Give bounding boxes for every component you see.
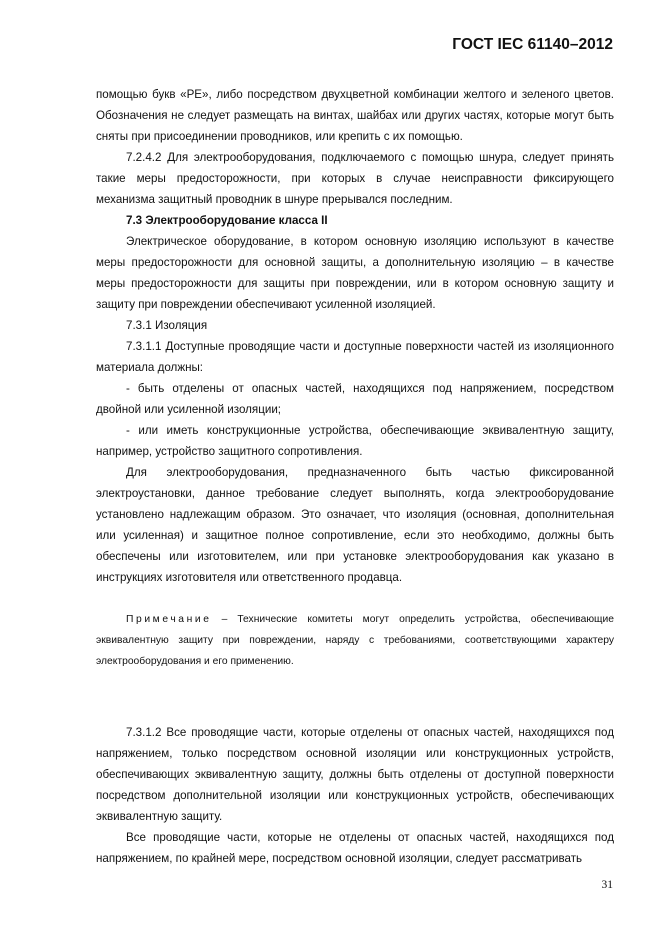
note-text: – Технические комитеты могут определить устройства, обеспечивающие эквивалентную защиту при повреждении, наряду с требованиями, соответствующими характеру электрооборудования и его применению.	[96, 614, 614, 667]
section-heading-7-3: 7.3 Электрооборудование класса II	[126, 214, 328, 227]
subsection-heading-7-3-1: 7.3.1 Изоляция	[126, 319, 208, 332]
list-item-constructional-devices: - или иметь конструкционные устройства, обеспечивающие эквивалентную защиту, например, устройство защитного сопротивления.	[96, 424, 614, 458]
page-header: ГОСТ IEC 61140–2012	[452, 36, 613, 53]
paragraph-continuation: помощью букв «PE», либо посредством двухцветной комбинации желтого и зеленого цветов. Обозначения не следует размещать на винтах, шайбах или других частях, которые могут быть сняты при присоединении проводников, или крепить с их помощью.	[96, 88, 614, 143]
list-item-double-insulation: - быть отделены от опасных частей, находящихся под напряжением, посредством двойной или усиленной изоляции;	[96, 382, 614, 416]
paragraph-7-2-4-2: 7.2.4.2 Для электрооборудования, подключаемого с помощью шнура, следует принять такие меры предосторожности, при которых в случае неисправности фиксирующего механизма защитный проводник в шнуре прерывался последним.	[96, 151, 614, 206]
note	[96, 609, 614, 672]
paragraph-fixed-installation: Для электрооборудования, предназначенного быть частью фиксированной электроустановки, данное требование следует выполнять, когда электрооборудование установлено надлежащим образом. Это означает, что изоляция (основная, дополнительная или усиленная) и защитное полное сопротивление, если это необходимо, должны быть обеспечены или изготовителем, или при установке электрооборудования как указано в инструкциях изготовителя или ответственного продавца.	[96, 466, 614, 584]
paragraph-7-3-1-1: 7.3.1.1 Доступные проводящие части и доступные поверхности частей из изоляционного материала должны:	[96, 340, 614, 374]
page-number: 31	[601, 879, 613, 891]
paragraph-class-ii-definition: Электрическое оборудование, в котором основную изоляцию используют в качестве меры предосторожности для основной защиты, а дополнительную изоляцию – в качестве меры предосторожности для защиты при повреждении, или в котором основную защиту и защиту при повреждении обеспечивают усиленной изоляцией.	[96, 235, 614, 311]
paragraph-unseparated-parts: Все проводящие части, которые не отделены от опасных частей, находящихся под напряжением, по крайней мере, посредством основной изоляции, следует рассматривать	[96, 831, 614, 865]
paragraph-7-3-1-2: 7.3.1.2 Все проводящие части, которые отделены от опасных частей, находящихся под напряжением, только посредством основной изоляции или конструкционных устройств, обеспечивающих эквивалентную защиту, должны быть отделены от доступной поверхности посредством дополнительной изоляции или конструкционных устройств, обеспечивающих эквивалентную защиту.	[96, 726, 614, 823]
document-body	[96, 84, 614, 869]
note-label: Примечание	[126, 614, 212, 625]
